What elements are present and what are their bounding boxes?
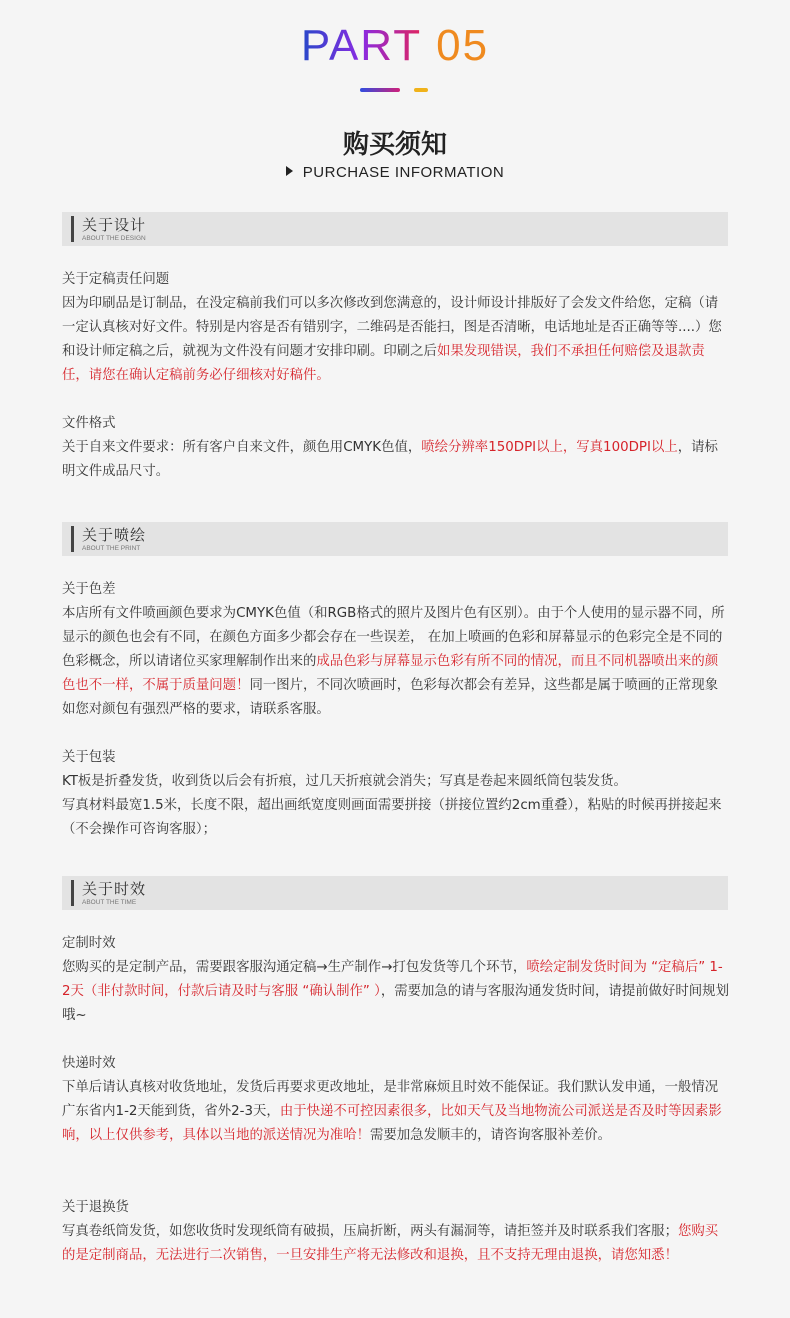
block-heading: 定制时效: [62, 936, 116, 951]
section-title: 关于喷绘: [82, 526, 147, 544]
page-subtitle: PURCHASE INFORMATION: [0, 164, 790, 181]
block-text: 关于自来文件要求：所有客户自来文件，颜色用CMYK色值，喷绘分辨率150DPI以上，写真100DPI以上，请标明文件成品尺寸。: [62, 440, 718, 479]
section-subtitle: ABOUT THE TIME: [82, 899, 137, 906]
triangle-icon: [286, 166, 293, 176]
part-title: [0, 20, 790, 72]
block-text: 写真卷纸筒发货，如您收货时发现纸筒有破损，压扁折断，两头有漏洞等，请拒签并及时联系我们客服；您购买的是定制商品，无法进行二次销售，一旦安排生产将无法修改和退换，且不支持无理由退换，请您知悉！: [62, 1224, 719, 1263]
block-heading: 关于包装: [62, 750, 116, 765]
section-subtitle: ABOUT THE DESIGN: [82, 235, 146, 242]
block-returns: [62, 1196, 730, 1268]
block-text: 因为印刷品是订制品，在没定稿前我们可以多次修改到您满意的，设计师设计排版好了会发文件给您，定稿（请一定认真核对好文件。特别是内容是否有错别字，二维码是否能扫，图是否清晰，电话地址是否正确等等....）您和设计师定稿之后，就视为文件没有问题才安排印刷。印刷之后如果发现错误，我们不承担任何赔偿及退款责任，请您在确认定稿前务必仔细核对好稿件。: [62, 296, 722, 383]
block-file-format: [62, 412, 730, 484]
section-title: 关于设计: [82, 216, 147, 234]
block-packaging: [62, 746, 730, 842]
block-text: 本店所有文件喷画颜色要求为CMYK色值（和RGB格式的照片及图片色有区别）。由于个人使用的显示器不同，所显示的颜色也会有不同，在颜色方面多少都会存在一些误差， 在加上喷画的色彩和屏幕显示的色彩完全是不同的色彩概念，所以请诸位买家理解制作出来的成品色彩与屏幕显示色彩有所不同的情况，而且不同机器喷出来的颜色也不一样，不属于质量问题！同一图片，不同次喷画时，色彩每次都会有差异，这些都是属于喷画的正常现象如您对颜包有强烈严格的要求，请联系客服。: [62, 606, 725, 717]
section-header-time: [62, 876, 728, 910]
block-color-difference: [62, 578, 730, 722]
block-heading: 关于定稿责任问题: [62, 272, 170, 287]
block-text: 您购买的是定制产品，需要跟客服沟通定稿→生产制作→打包发货等几个环节，喷绘定制发货时间为 “定稿后” 1-2天（非付款时间，付款后请及时与客服 “确认制作” ），需要加急的请与客服沟通发货时间，请提前做好时间规划哦~: [62, 960, 729, 1023]
block-heading: 文件格式: [62, 416, 116, 431]
part-number: 05: [436, 21, 490, 70]
section-header-print: [62, 522, 728, 556]
block-heading: 关于色差: [62, 582, 116, 597]
block-custom-time: [62, 932, 730, 1028]
block-heading: 快递时效: [62, 1056, 116, 1071]
page-title: 购买须知: [342, 130, 447, 160]
decorative-bars: [0, 88, 790, 94]
block-text: 写真材料最宽1.5米，长度不限，超出画纸宽度则画面需要拼接（拼接位置约2cm重叠），粘贴的时候再拼接起来（不会操作可咨询客服）；: [62, 798, 722, 837]
section-subtitle: ABOUT THE PRINT: [82, 545, 141, 552]
section-header-design: [62, 212, 728, 246]
section-title: 关于时效: [82, 880, 147, 898]
block-express-time: [62, 1052, 730, 1148]
part-word: PART: [300, 21, 423, 70]
block-confirm-responsibility: [62, 268, 730, 388]
block-heading: 关于退换货: [62, 1200, 129, 1215]
block-text: KT板是折叠发货，收到货以后会有折痕，过几天折痕就会消失；写真是卷起来圆纸筒包装发货。: [62, 774, 627, 789]
block-text: 下单后请认真核对收货地址，发货后再要求更改地址，是非常麻烦且时效不能保证。我们默认发申通，一般情况广东省内1-2天能到货，省外2-3天，由于快递不可控因素很多，比如天气及当地物流公司派送是否及时等因素影响，以上仅供参考，具体以当地的派送情况为准哈！需要加急发顺丰的，请咨询客服补差价。: [62, 1080, 722, 1143]
